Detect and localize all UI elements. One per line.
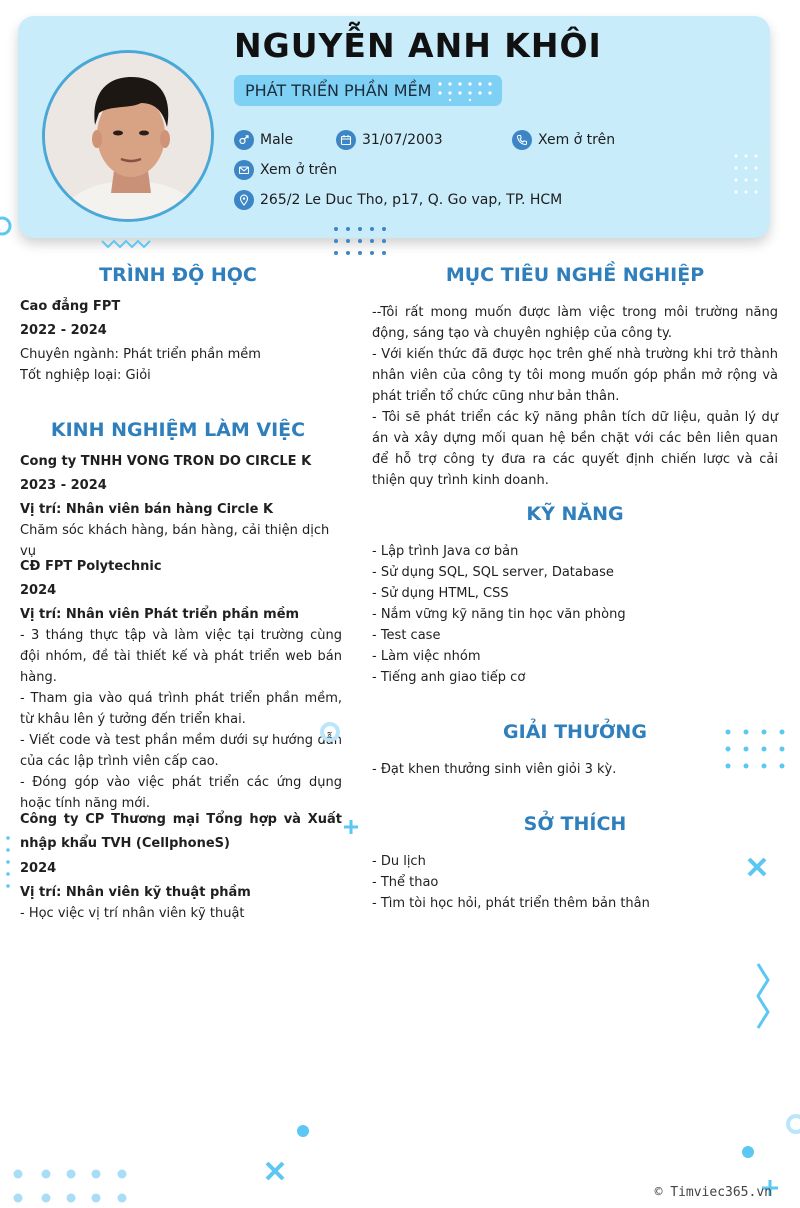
ring-decoration-icon bbox=[0, 214, 14, 238]
job-company: Công ty CP Thương mại Tổng hợp và Xuất nhập khẩu TVH (CellphoneS) bbox=[20, 812, 342, 851]
role-badge bbox=[234, 75, 502, 106]
job-company: Cong ty TNHH VONG TRON DO CIRCLE K bbox=[20, 454, 312, 469]
skill-item: - Tiếng anh giao tiếp cơ bbox=[372, 670, 526, 685]
dot-pattern-icon bbox=[436, 80, 492, 102]
education-major: Chuyên ngành: Phát triển phần mềm bbox=[20, 347, 261, 362]
dot-decoration-icon bbox=[740, 1144, 756, 1160]
avatar-portrait bbox=[45, 53, 214, 222]
job-position: Vị trí: Nhân viên kỹ thuật phầm bbox=[20, 885, 251, 900]
hobbies-title: SỞ THÍCH bbox=[523, 813, 627, 835]
email-text: Xem ở trên bbox=[260, 162, 338, 178]
job-detail: - 3 tháng thực tập và làm việc tại trường cùng đội nhóm, đề tài thiết kế và phát triển web bán hàng. bbox=[20, 628, 342, 685]
education-section bbox=[20, 296, 342, 386]
hobby-item: - Tìm tòi học hỏi, phát triển thêm bản thân bbox=[372, 896, 650, 911]
objective-paragraph: - Tôi sẽ phát triển các kỹ năng phân tích dữ liệu, quản lý dự án và xây dựng mối quan hệ bền chặt với các bên liên quan để hỗ trợ công ty đưa ra các quyết định chiến lược và cải thiện quy trình kinh doanh. bbox=[372, 410, 778, 488]
phone-info bbox=[512, 130, 615, 150]
address-info bbox=[234, 190, 562, 210]
plus-decoration-icon bbox=[342, 818, 360, 836]
skill-item: - Sử dụng SQL, SQL server, Database bbox=[372, 565, 614, 580]
objective-title: MỤC TIÊU NGHỀ NGHIỆP bbox=[445, 264, 705, 286]
education-school: Cao đẳng FPT bbox=[20, 299, 121, 314]
hobby-item: - Du lịch bbox=[372, 854, 426, 869]
dob-text: 31/07/2003 bbox=[362, 132, 443, 148]
job-period: 2024 bbox=[20, 583, 57, 598]
objective-section bbox=[372, 302, 778, 491]
address-text: 265/2 Le Duc Tho, p17, Q. Go vap, TP. HCM bbox=[260, 192, 563, 208]
job-period: 2023 - 2024 bbox=[20, 478, 107, 493]
avatar bbox=[42, 50, 214, 222]
dot-pattern-icon bbox=[8, 1162, 136, 1208]
ring-decoration-icon bbox=[782, 1110, 800, 1138]
skills-title: KỸ NĂNG bbox=[526, 503, 624, 525]
job-detail: Chăm sóc khách hàng, bán hàng, cải thiện dịch vụ bbox=[20, 523, 330, 559]
mail-icon bbox=[234, 160, 254, 180]
gender-info bbox=[234, 130, 293, 150]
skill-item: - Làm việc nhóm bbox=[372, 649, 481, 664]
experience-job-3 bbox=[20, 808, 342, 924]
candidate-name: NGUYỄN ANH KHÔI bbox=[234, 26, 602, 65]
dot-column-decoration-icon bbox=[4, 834, 12, 890]
gender-icon bbox=[234, 130, 254, 150]
job-period: 2024 bbox=[20, 861, 57, 876]
hobbies-list bbox=[372, 851, 778, 914]
job-detail: - Viết code và test phần mềm dưới sự hướng dẫn của các lập trình viên cấp cao. bbox=[20, 733, 342, 769]
awards-title: GIẢI THƯỞNG bbox=[503, 721, 647, 743]
job-detail: - Học việc vị trí nhân viên kỹ thuật bbox=[20, 906, 245, 921]
objective-paragraph: - Với kiến thức đã được học trên ghế nhà trường khi trở thành nhân viên của công ty tôi mong muốn góp phần mở rộng và phát triển tổ chức cũng như bản thân. bbox=[372, 347, 778, 404]
job-company: CĐ FPT Polytechnic bbox=[20, 559, 162, 574]
skills-list bbox=[372, 541, 778, 688]
experience-job-1 bbox=[20, 451, 342, 562]
cross-decoration-icon bbox=[264, 1160, 286, 1182]
zigzag-decoration-icon bbox=[100, 238, 154, 250]
phone-text: Xem ở trên bbox=[538, 132, 616, 148]
job-position: Vị trí: Nhân viên bán hàng Circle K bbox=[20, 502, 274, 517]
gender-text: Male bbox=[260, 132, 294, 148]
ring-decoration-icon bbox=[318, 720, 342, 744]
dot-pattern-icon bbox=[732, 152, 762, 206]
role-text: PHÁT TRIỂN PHẦN MỀM bbox=[245, 81, 432, 100]
job-position: Vị trí: Nhân viên Phát triển phần mềm bbox=[20, 607, 300, 622]
objective-paragraph: --Tôi rất mong muốn được làm việc trong môi trường năng động, sáng tạo và chuyên nghiệp của công ty. bbox=[372, 305, 778, 341]
skill-item: - Test case bbox=[372, 628, 441, 643]
dob-info bbox=[336, 130, 443, 150]
dot-decoration-icon bbox=[296, 1124, 310, 1138]
header-card bbox=[18, 16, 770, 238]
footer-watermark: © Timviec365.vn bbox=[654, 1185, 772, 1200]
skill-item: - Nắm vững kỹ năng tin học văn phòng bbox=[372, 607, 626, 622]
hobby-item: - Thể thao bbox=[372, 875, 439, 890]
experience-job-2 bbox=[20, 556, 342, 814]
education-title: TRÌNH ĐỘ HỌC bbox=[99, 264, 257, 286]
experience-title: KINH NGHIỆM LÀM VIỆC bbox=[50, 419, 306, 441]
cross-decoration-icon bbox=[746, 856, 768, 878]
education-period: 2022 - 2024 bbox=[20, 323, 107, 338]
job-detail: - Đóng góp vào việc phát triển các ứng dụng hoặc tính năng mới. bbox=[20, 775, 342, 811]
skill-item: - Sử dụng HTML, CSS bbox=[372, 586, 509, 601]
calendar-icon bbox=[336, 130, 356, 150]
phone-icon bbox=[512, 130, 532, 150]
award-item: - Đạt khen thưởng sinh viên giỏi 3 kỳ. bbox=[372, 762, 617, 777]
education-grade: Tốt nghiệp loại: Giỏi bbox=[20, 368, 151, 383]
awards-list bbox=[372, 759, 778, 780]
dot-pattern-icon bbox=[720, 724, 790, 774]
email-info bbox=[234, 160, 337, 180]
job-detail: - Tham gia vào quá trình phát triển phần mềm, từ khâu lên ý tưởng đến triển khai. bbox=[20, 691, 342, 727]
location-icon bbox=[234, 190, 254, 210]
dot-pattern-icon bbox=[330, 224, 394, 258]
skill-item: - Lập trình Java cơ bản bbox=[372, 544, 519, 559]
zigzag-decoration-icon bbox=[754, 962, 772, 1036]
